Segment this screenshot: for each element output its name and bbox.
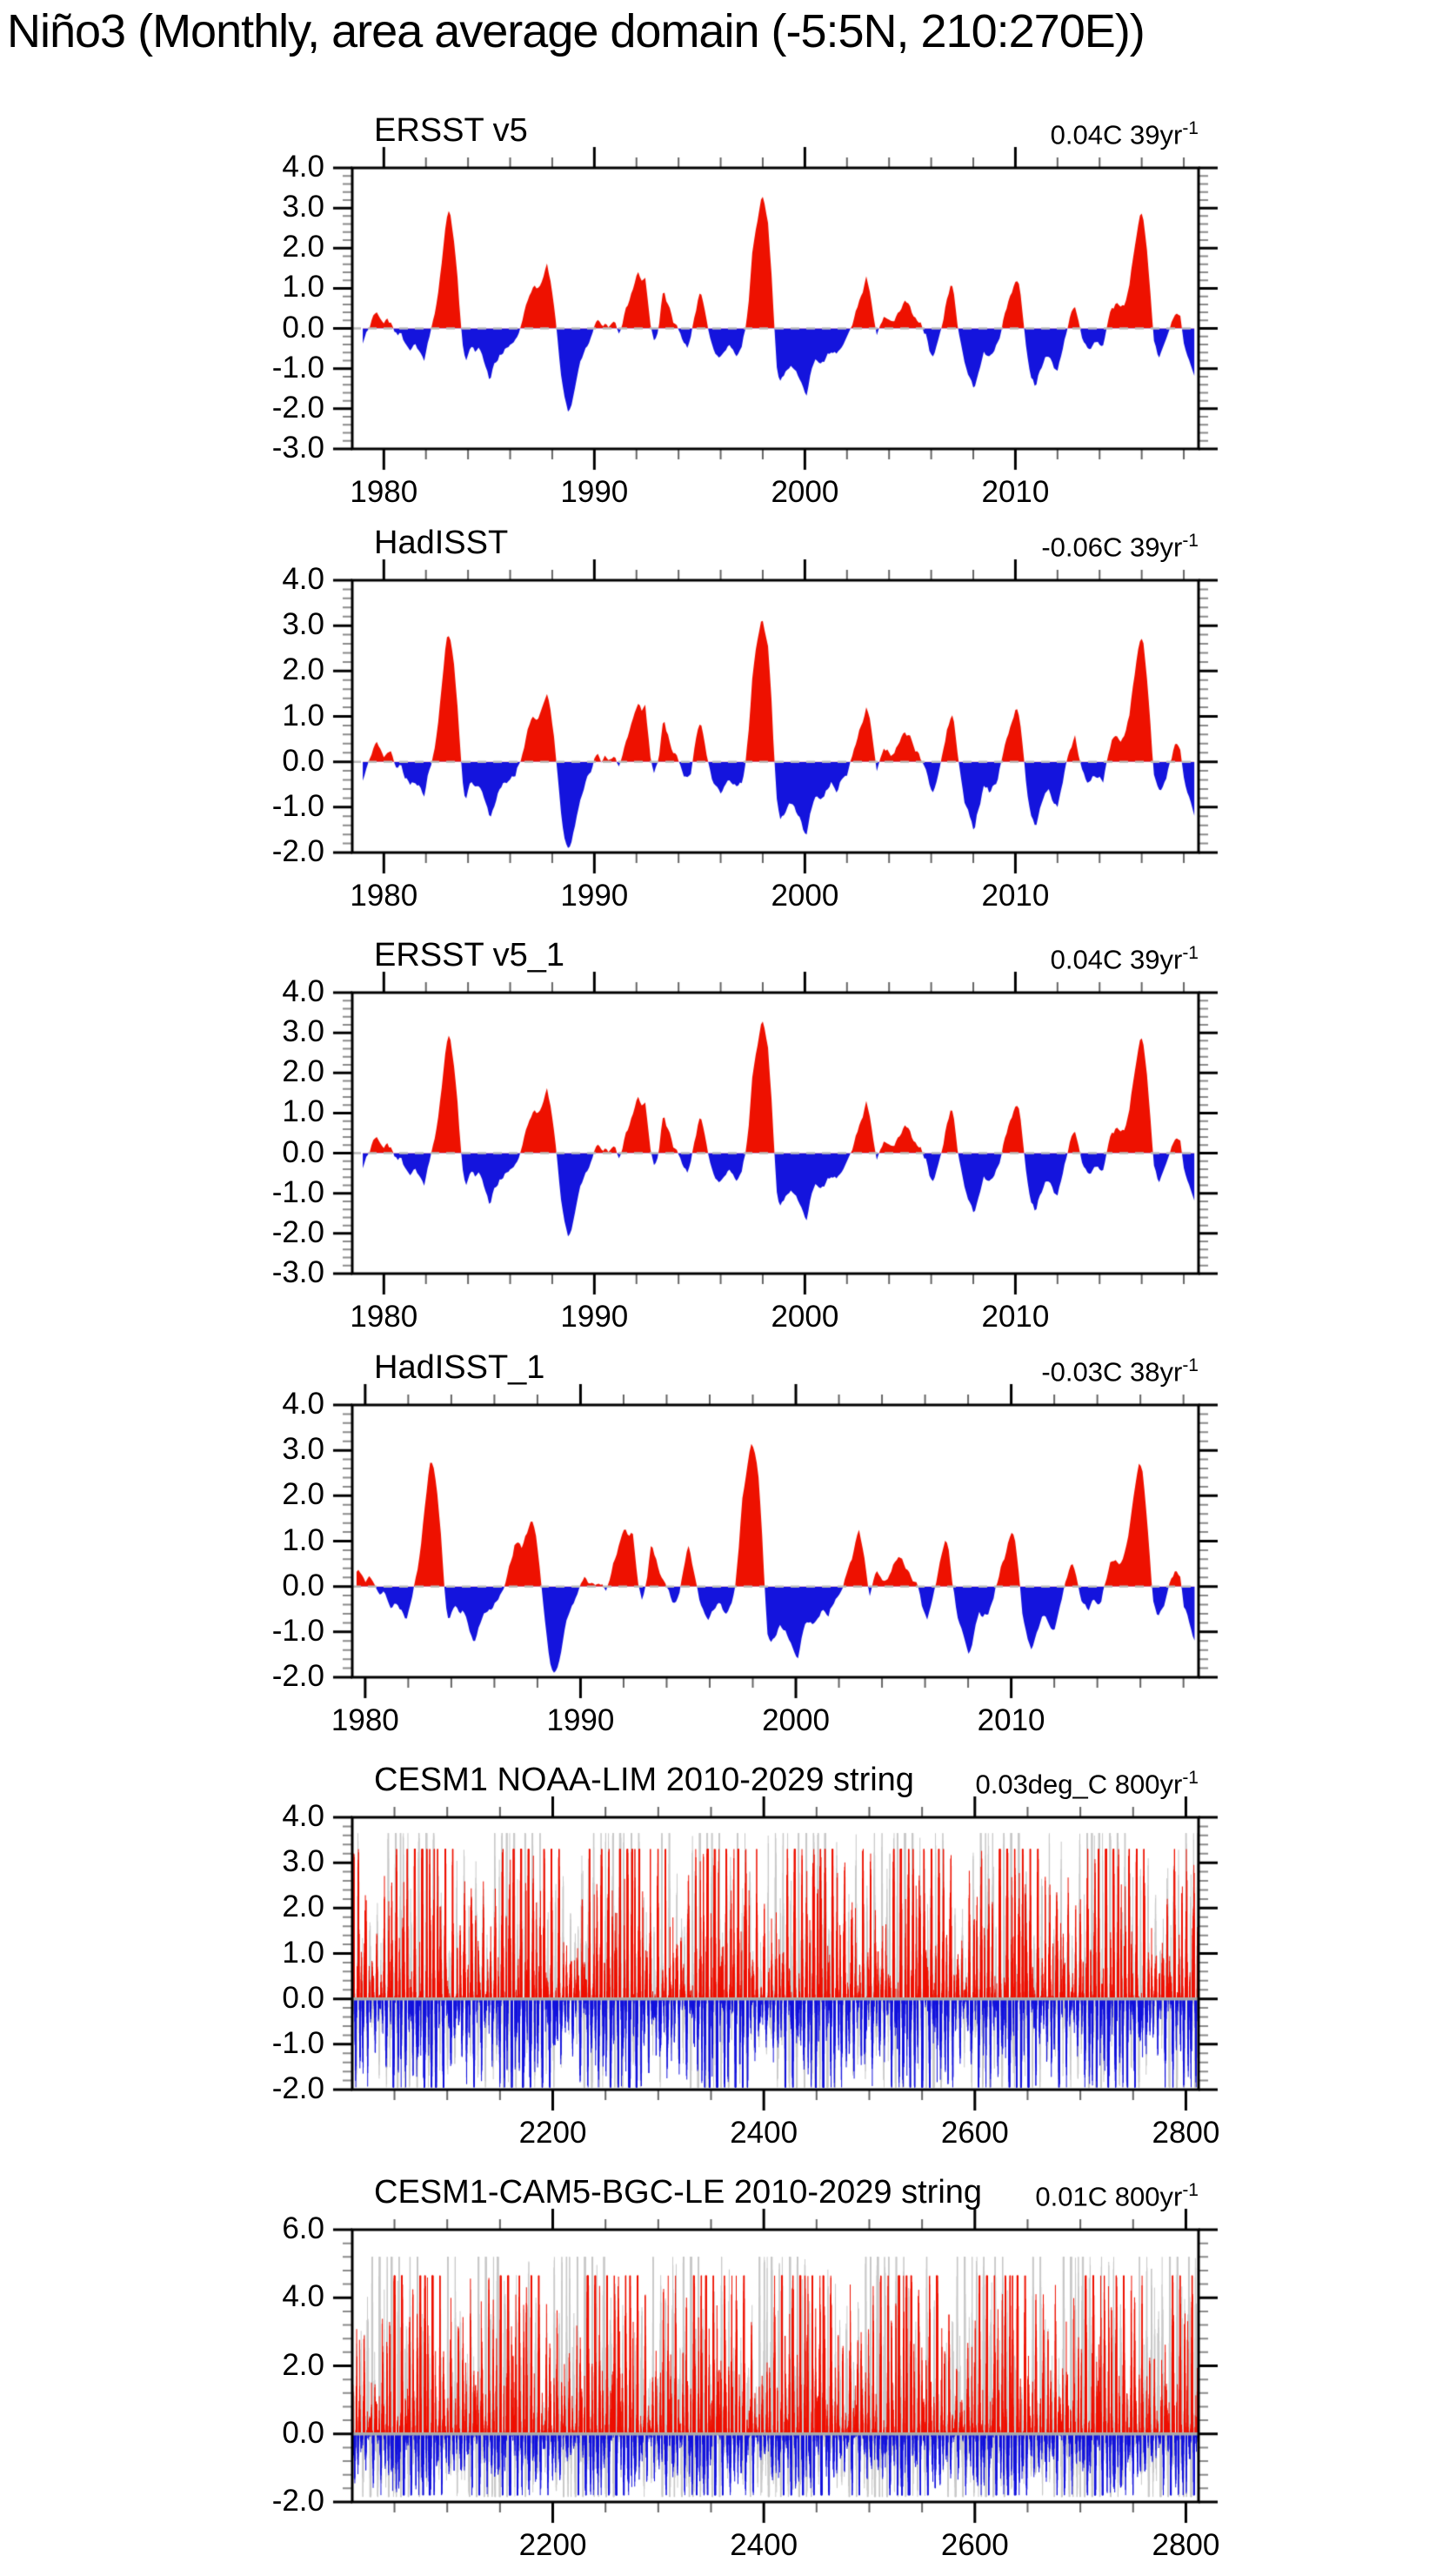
- trend-exponent: -1: [1182, 531, 1199, 551]
- y-tick-label: -1.0: [271, 1174, 324, 1209]
- trend-exponent: -1: [1182, 943, 1199, 963]
- x-tick-label: 2600: [940, 2528, 1009, 2562]
- y-tick-label: 1.0: [282, 698, 324, 732]
- trend-value: 0.04C 39yr: [1050, 119, 1183, 151]
- y-tick-label: -1.0: [271, 788, 324, 823]
- y-tick-label: 2.0: [282, 652, 324, 687]
- x-tick-label: 1980: [331, 1703, 399, 1737]
- trend-exponent: -1: [1182, 2180, 1199, 2200]
- y-tick-label: 1.0: [282, 1522, 324, 1557]
- x-tick-label: 2400: [730, 2528, 798, 2562]
- y-tick-label: -2.0: [271, 1659, 324, 1693]
- x-tick-label: 2010: [981, 1300, 1050, 1334]
- y-tick-label: 4.0: [282, 1387, 324, 1421]
- y-tick-label: -1.0: [271, 350, 324, 385]
- y-tick-label: 2.0: [282, 1477, 324, 1512]
- y-tick-label: 3.0: [282, 1844, 324, 1879]
- x-tick-label: 1990: [560, 1300, 629, 1334]
- trend-value: 0.03deg_C 800yr: [975, 1769, 1183, 1800]
- y-tick-label: 3.0: [282, 1432, 324, 1467]
- y-tick-label: 4.0: [282, 1799, 324, 1833]
- y-tick-label: 0.0: [282, 2415, 324, 2450]
- y-tick-label: 0.0: [282, 1134, 324, 1169]
- panel-title-ersst-v5: ERSST v5: [374, 112, 528, 149]
- y-tick-label: 2.0: [282, 2347, 324, 2382]
- trend-annotation-cesm1-noaa-lim: [975, 1769, 1199, 1799]
- panel-title-hadisst: HadISST: [374, 525, 509, 561]
- y-tick-label: -3.0: [271, 1255, 324, 1289]
- x-tick-label: 2010: [981, 879, 1050, 913]
- trend-value: 0.04C 39yr: [1050, 944, 1183, 975]
- y-tick-label: -3.0: [271, 431, 324, 465]
- x-tick-label: 2000: [771, 879, 839, 913]
- x-tick-label: 2200: [518, 2116, 587, 2150]
- y-tick-label: 0.0: [282, 1568, 324, 1602]
- y-tick-label: 3.0: [282, 1014, 324, 1049]
- x-tick-label: 1990: [560, 475, 629, 509]
- y-tick-label: 2.0: [282, 230, 324, 264]
- y-tick-label: 3.0: [282, 190, 324, 224]
- y-tick-label: -2.0: [271, 834, 324, 868]
- trend-annotation-hadisst-1: [1041, 1356, 1199, 1387]
- y-tick-label: 4.0: [282, 150, 324, 184]
- panel-title-hadisst-1: HadISST_1: [374, 1349, 545, 1386]
- x-tick-label: 2800: [1152, 2528, 1220, 2562]
- y-tick-label: -2.0: [271, 1214, 324, 1249]
- x-tick-label: 1980: [350, 475, 418, 509]
- x-tick-label: 2800: [1152, 2116, 1220, 2150]
- y-tick-label: 0.0: [282, 1980, 324, 2015]
- y-tick-label: 4.0: [282, 2279, 324, 2314]
- figure-title: Niño3 (Monthly, area average domain (-5:5N, 210:270E)): [7, 5, 1145, 57]
- y-tick-label: 6.0: [282, 2211, 324, 2245]
- x-tick-label: 2000: [771, 1300, 839, 1334]
- x-tick-label: 2200: [518, 2528, 587, 2562]
- y-tick-label: 2.0: [282, 1890, 324, 1924]
- trend-annotation-ersst-v5: [1051, 119, 1199, 150]
- y-tick-label: 0.0: [282, 743, 324, 778]
- y-tick-label: -1.0: [271, 2025, 324, 2060]
- trend-value: -0.03C 38yr: [1041, 1356, 1183, 1388]
- panel-title-cesm1-noaa-lim: CESM1 NOAA-LIM 2010-2029 string: [374, 1762, 914, 1798]
- x-tick-label: 2000: [771, 475, 839, 509]
- x-tick-label: 2600: [940, 2116, 1009, 2150]
- y-tick-label: 1.0: [282, 270, 324, 304]
- trend-exponent: -1: [1182, 118, 1199, 138]
- x-tick-label: 1980: [350, 879, 418, 913]
- y-tick-label: 3.0: [282, 607, 324, 642]
- trend-annotation-hadisst: [1041, 532, 1199, 562]
- y-tick-label: -1.0: [271, 1613, 324, 1648]
- y-tick-label: 4.0: [282, 562, 324, 596]
- y-tick-label: 1.0: [282, 1935, 324, 1970]
- trend-exponent: -1: [1182, 1355, 1199, 1375]
- y-tick-label: -2.0: [271, 390, 324, 425]
- x-tick-label: 1990: [560, 879, 629, 913]
- x-tick-label: 2000: [762, 1703, 830, 1737]
- y-tick-label: 1.0: [282, 1094, 324, 1129]
- x-tick-label: 2400: [730, 2116, 798, 2150]
- y-tick-label: 4.0: [282, 974, 324, 1008]
- x-tick-label: 1990: [546, 1703, 615, 1737]
- x-tick-label: 1980: [350, 1300, 418, 1334]
- trend-exponent: -1: [1182, 1768, 1199, 1788]
- x-tick-label: 2010: [977, 1703, 1045, 1737]
- trend-value: 0.01C 800yr: [1035, 2181, 1183, 2212]
- x-tick-label: 2010: [981, 475, 1050, 509]
- y-tick-label: -2.0: [271, 2484, 324, 2518]
- trend-value: -0.06C 39yr: [1041, 532, 1183, 563]
- trend-annotation-cesm1-cam5-bgc-le: [1035, 2181, 1199, 2211]
- y-tick-label: 0.0: [282, 310, 324, 344]
- panel-title-cesm1-cam5-bgc-le: CESM1-CAM5-BGC-LE 2010-2029 string: [374, 2174, 983, 2211]
- panel-title-ersst-v5-1: ERSST v5_1: [374, 937, 564, 973]
- y-tick-label: -2.0: [271, 2071, 324, 2105]
- y-tick-label: 2.0: [282, 1054, 324, 1089]
- trend-annotation-ersst-v5-1: [1051, 944, 1199, 974]
